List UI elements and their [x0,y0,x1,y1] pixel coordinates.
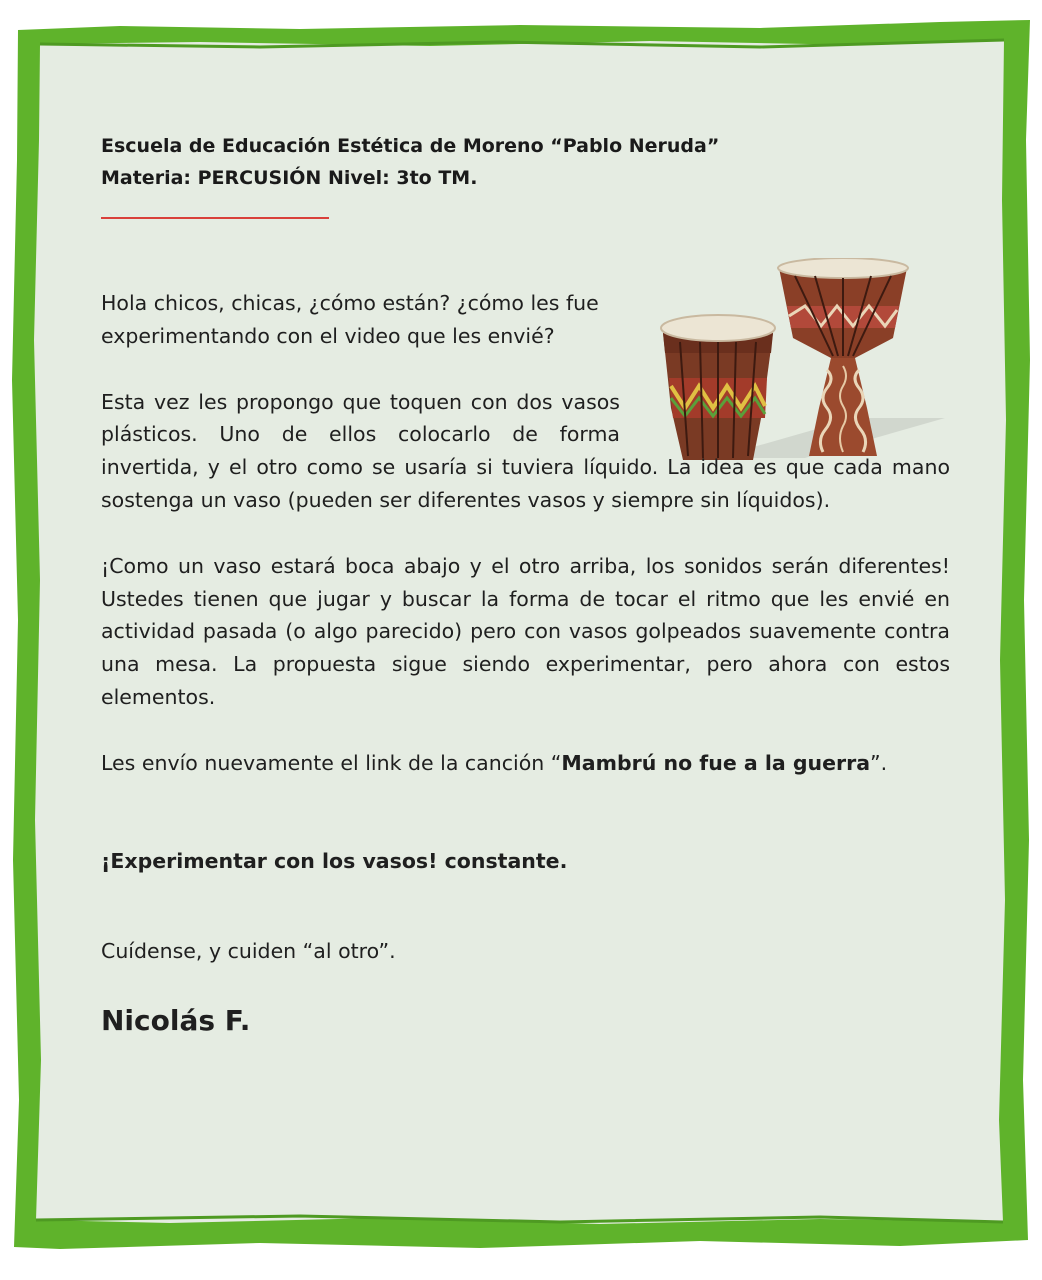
song-title: Mambrú no fue a la guerra [561,750,871,775]
song-link-intro: Les envío nuevamente el link de la canción “ [101,750,562,775]
instructions-paragraph: Esta vez les propongo que toquen con dos vasos plásticos. Uno de ellos colocarlo de forma invertida, y el otro como se usaría si tuviera líquido. La idea es que cada mano sostenga un vaso (pueden ser diferentes vasos y siempre sin líquidos). [101,389,950,512]
header-divider [101,217,329,219]
farewell-line: Cuídense, y cuiden “al otro”. [101,939,396,964]
letter-content [101,130,950,1039]
greeting-paragraph: Hola chicos, chicas, ¿cómo están? ¿cómo les fue experimentando con el video que les envié? [101,291,599,348]
subject-level: Materia: PERCUSIÓN Nivel: 3to TM. [101,167,478,189]
signature: Nicolás F. [101,1004,251,1038]
experiment-paragraph: ¡Como un vaso estará boca abajo y el otro arriba, los sonidos serán diferentes! Ustedes tienen que jugar y buscar la forma de tocar el ritmo que les envié en actividad pasada (o algo parecido) pero con vasos golpeados suavemente contra una mesa. La propuesta sigue siendo experimentar, pero ahora con estos elementos. [101,553,950,709]
song-link-closing: ”. [870,750,888,775]
image-float-space [620,219,950,419]
call-to-action: ¡Experimentar con los vasos! constante. [101,848,568,873]
song-link-paragraph [101,747,950,780]
school-name: Escuela de Educación Estética de Moreno “Pablo Neruda” [101,135,720,157]
